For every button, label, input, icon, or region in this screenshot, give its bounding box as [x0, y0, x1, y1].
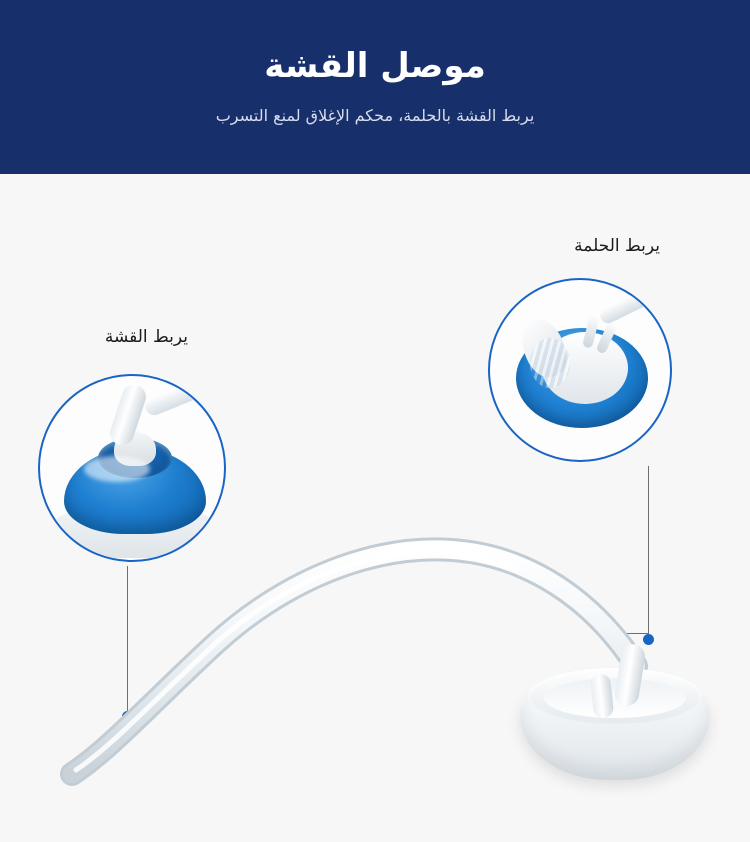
callout-label-nipple: يربط الحلمة — [574, 236, 660, 256]
product-artwork — [0, 174, 750, 842]
header-banner — [0, 0, 750, 174]
page-title: موصل القشة — [264, 46, 486, 87]
bottle-cap-connector — [520, 644, 710, 784]
product-photo — [0, 174, 750, 842]
page-subtitle: يربط القشة بالحلمة، محكم الإغلاق لمنع التسرب — [215, 106, 535, 126]
callout-label-straw: يربط القشة — [104, 327, 188, 347]
